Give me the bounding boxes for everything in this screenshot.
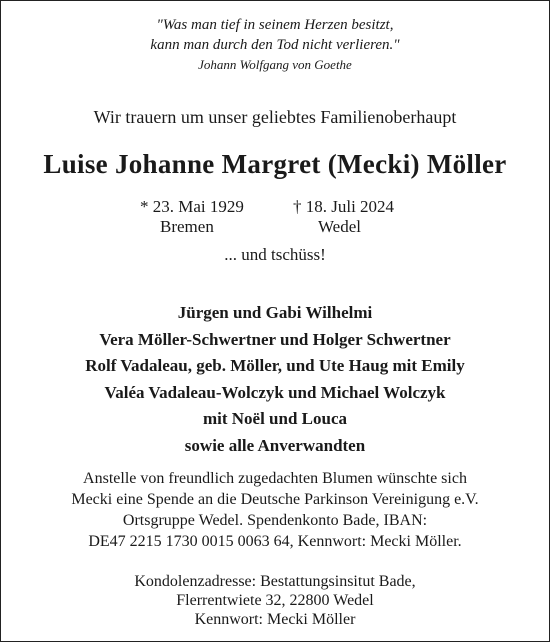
death-info [293, 197, 413, 237]
death-date: † 18. Juli 2024 [293, 197, 395, 216]
donation-notice [1, 468, 549, 552]
contact-line: Kondolenzadresse: Bestattungsinsitut Bade, [134, 573, 416, 590]
birth-info [140, 197, 270, 237]
goethe-quote [1, 15, 549, 74]
deceased-name: Luise Johanne Margret (Mecki) Möller [43, 149, 507, 179]
quote-author: Johann Wolfgang von Goethe [198, 57, 352, 72]
quote-line: "Was man tief in seinem Herzen besitzt, [156, 17, 394, 33]
mourners-list [1, 300, 549, 459]
mourner-line: mit Noël und Louca [202, 409, 348, 428]
birth-date: * 23. Mai 1929 [140, 197, 244, 216]
quote-line: kann man durch den Tod nicht verlieren." [150, 37, 400, 53]
mourner-line: Jürgen und Gabi Wilhelmi [177, 303, 373, 322]
mourner-line: Rolf Vadaleau, geb. Möller, und Ute Haug mit Emily [85, 356, 465, 375]
mourner-line: Valéa Vadaleau-Wolczyk und Michael Wolczyk [104, 382, 446, 402]
birth-place: Bremen [160, 217, 214, 236]
donation-line: DE47 2215 1730 0015 0063 64, Kennwort: Mecki Möller. [88, 533, 462, 550]
intro-text: Wir trauern um unser geliebtes Familienoberhaupt [93, 107, 457, 127]
donation-line: Mecki eine Spende an die Deutsche Parkinson Vereinigung e.V. [71, 491, 479, 508]
contact-line: Flerrentwiete 32, 22800 Wedel [176, 592, 374, 609]
condolence-address [1, 572, 549, 629]
death-place: Wedel [318, 217, 361, 236]
mourner-line: Vera Möller-Schwertner und Holger Schwertner [99, 329, 451, 349]
contact-line: Kennwort: Mecki Möller [194, 611, 356, 628]
farewell-text: ... und tschüss! [224, 245, 326, 264]
donation-line: Ortsgruppe Wedel. Spendenkonto Bade, IBAN: [122, 512, 428, 529]
mourner-line: sowie alle Anverwandten [184, 435, 366, 455]
donation-line: Anstelle von freundlich zugedachten Blumen wünschte sich [83, 470, 467, 487]
